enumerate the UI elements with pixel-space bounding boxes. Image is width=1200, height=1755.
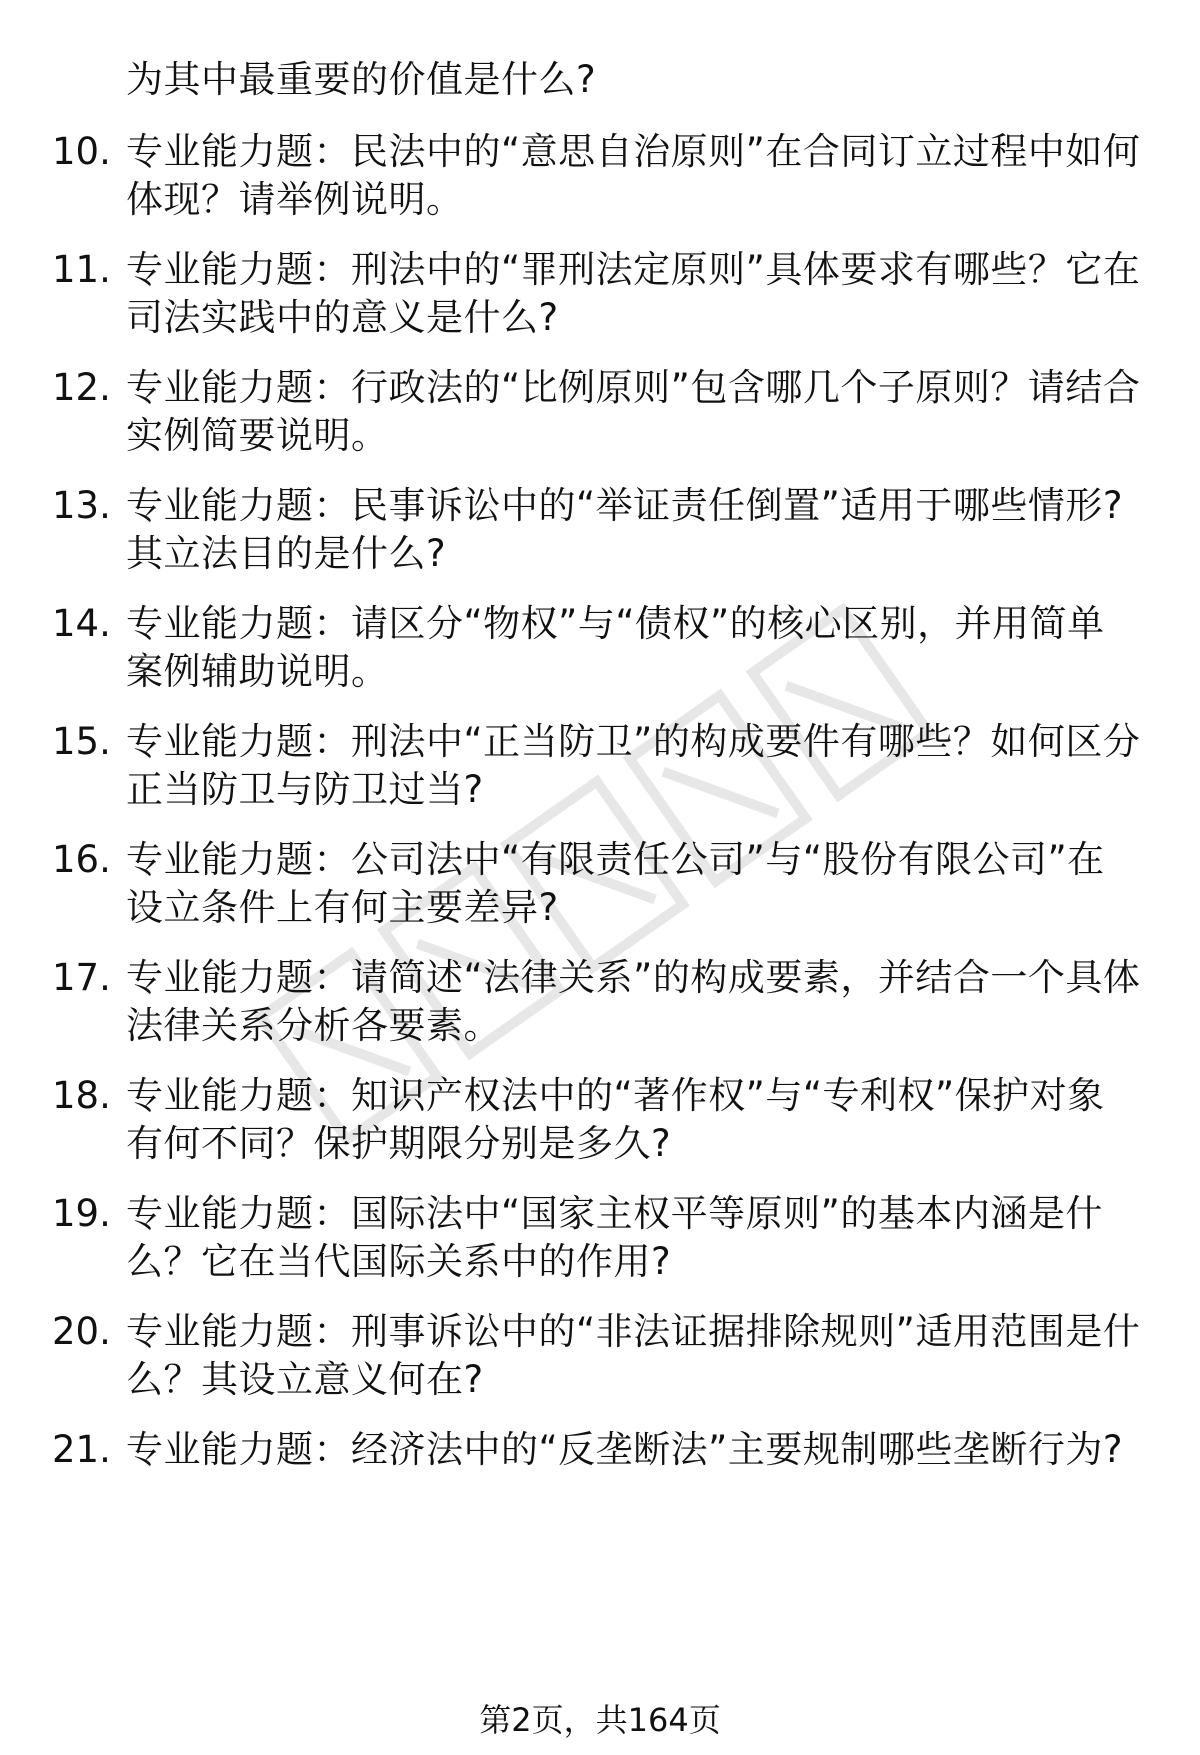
question-number: 17. [52,956,111,999]
question-number: 18. [52,1074,111,1117]
question-number: 11. [52,248,111,291]
question-text-line2: 么？其设立意义何在? [126,1358,484,1401]
question-text-line1: 专业能力题：经济法中的“反垄断法”主要规制哪些垄断行为? [126,1428,1123,1471]
question-text-line2: 正当防卫与防卫过当? [126,768,484,811]
question-number: 10. [52,130,111,173]
question-number: 15. [52,720,111,763]
question-text-line1: 专业能力题：民法中的“意思自治原则”在合同订立过程中如何 [126,130,1141,173]
question-number: 14. [52,602,111,645]
question-text-line2: 有何不同？保护期限分别是多久? [126,1122,672,1165]
question-number: 13. [52,484,111,527]
question-text-line2: 司法实践中的意义是什么? [126,296,559,339]
question-text-line1: 专业能力题：行政法的“比例原则”包含哪几个子原则？请结合 [126,366,1141,409]
question-number: 21. [52,1428,111,1471]
question-text-line1: 专业能力题：刑事诉讼中的“非法证据排除规则”适用范围是什 [126,1310,1141,1353]
question-text-line1: 专业能力题：民事诉讼中的“举证责任倒置”适用于哪些情形? [126,484,1123,527]
question-text-line2: 实例简要说明。 [126,414,389,457]
question-text-line1: 专业能力题：请简述“法律关系”的构成要素，并结合一个具体 [126,956,1141,999]
question-text-line1: 专业能力题：知识产权法中的“著作权”与“专利权”保护对象 [126,1074,1105,1117]
question-text-line1: 专业能力题：刑法中的“罪刑法定原则”具体要求有哪些？它在 [126,248,1141,291]
question-number: 19. [52,1192,111,1235]
page-footer: 第2页，共164页 [479,1701,721,1739]
question-number: 20. [52,1310,111,1353]
question-text-line1: 专业能力题：国际法中“国家主权平等原则”的基本内涵是什 [126,1192,1103,1235]
question-text-line2: 设立条件上有何主要差异? [126,886,559,929]
question-text-line2: 么？它在当代国际关系中的作用? [126,1240,672,1283]
question-text-line1: 专业能力题：请区分“物权”与“债权”的核心区别，并用简单 [126,602,1105,645]
question-text-line1: 专业能力题：公司法中“有限责任公司”与“股份有限公司”在 [126,838,1105,881]
question-text-line2: 案例辅助说明。 [126,650,389,693]
question-number: 16. [52,838,111,881]
question-text-line2: 体现？请举例说明。 [126,178,464,221]
question-text-line2: 法律关系分析各要素。 [126,1004,501,1047]
question-text-line1: 专业能力题：刑法中“正当防卫”的构成要件有哪些？如何区分 [126,720,1141,763]
question-number: 12. [52,366,111,409]
continuation-line: 为其中最重要的价值是什么? [126,58,597,101]
question-text-line2: 其立法目的是什么? [126,532,447,575]
